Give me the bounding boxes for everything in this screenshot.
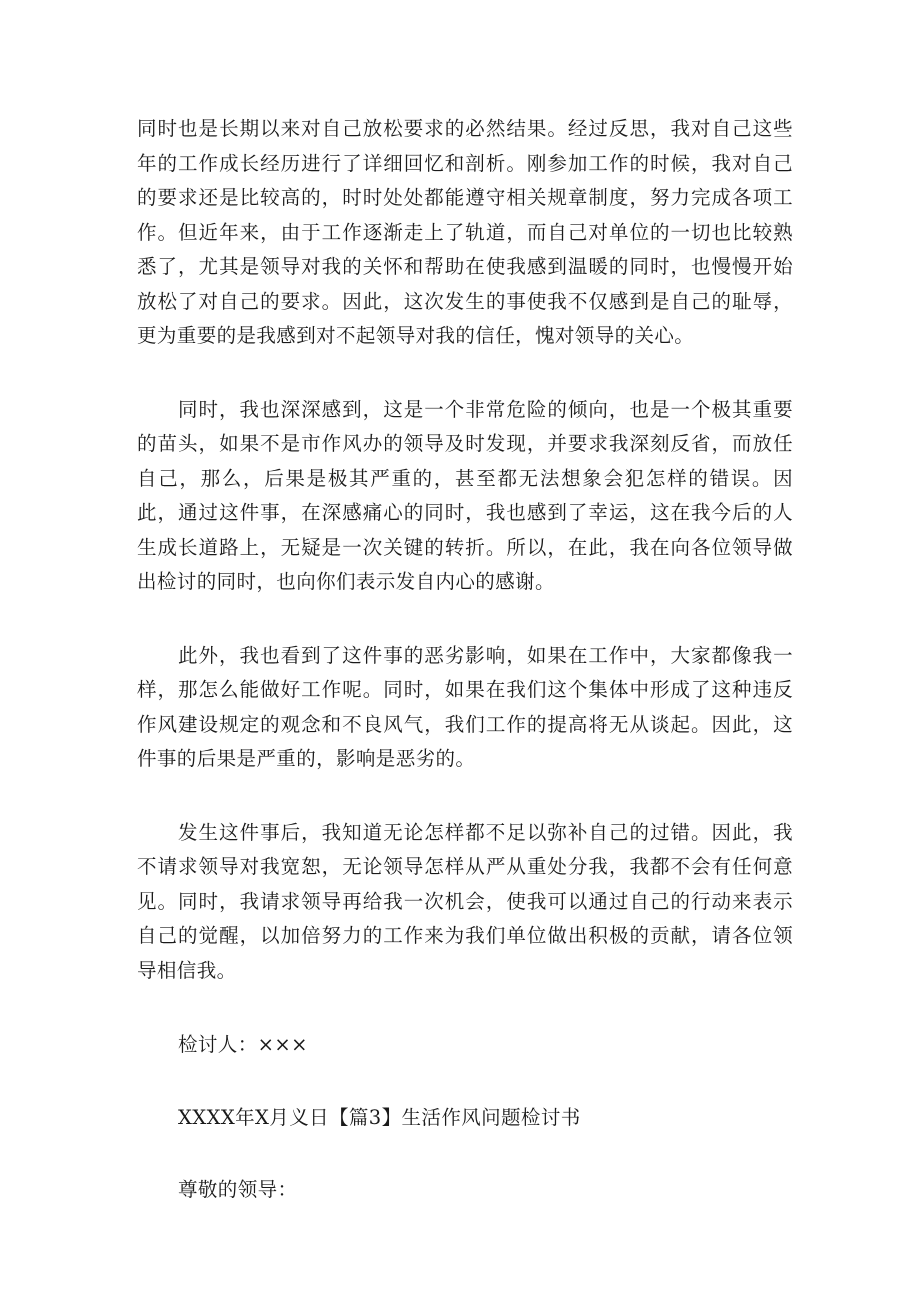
- paragraph-danger-reflection: 同时，我也深深感到，这是一个非常危险的倾向，也是一个极其重要的苗头，如果不是市作风办的领导及时发现，并要求我深刻反省，而放任自己，那么，后果是极其严重的，甚至都无法想象会犯怎样的错误。因此，通过这件事，在深感痛心的同时，我也感到了幸运，这在我今后的人生成长道路上，无疑是一次关键的转折。所以，在此，我在向各位领导做出检讨的同时，也向你们表示发自内心的感谢。: [137, 397, 793, 593]
- document-body: [137, 112, 793, 1246]
- date-and-section-heading: XXXX年X月义日【篇3】生活作风问题检讨书: [178, 1105, 581, 1129]
- signature-line: 检讨人：×××: [178, 1033, 308, 1056]
- paragraph-request: 发生这件事后，我知道无论怎样都不足以弥补自己的过错。因此，我不请求领导对我宽恕，无论领导怎样从严从重处分我，我都不会有任何意见。同时，我请求领导再给我一次机会，使我可以通过自己的行动来表示自己的觉醒，以加倍努力的工作来为我们单位做出积极的贡献，请各位领导相信我。: [137, 820, 793, 982]
- paragraph-negative-impact: 此外，我也看到了这件事的恶劣影响，如果在工作中，大家都像我一样，那怎么能做好工作呢。同时，如果在我们这个集体中形成了这种违反作风建设规定的观念和不良风气，我们工作的提高将无从谈起。因此，这件事的后果是严重的，影响是恶劣的。: [137, 643, 793, 770]
- paragraph-continuation: 同时也是长期以来对自己放松要求的必然结果。经过反思，我对自己这些年的工作成长经历进行了详细回忆和剖析。刚参加工作的时候，我对自己的要求还是比较高的，时时处处都能遵守相关规章制度，努力完成各项工作。但近年来，由于工作逐渐走上了轨道，而自己对单位的一切也比较熟悉了，尤其是领导对我的关怀和帮助在使我感到温暖的同时，也慢慢开始放松了对自己的要求。因此，这次发生的事使我不仅感到是自己的耻辱，更为重要的是我感到对不起领导对我的信任，愧对领导的关心。: [137, 117, 793, 347]
- salutation: 尊敬的领导：: [178, 1178, 298, 1201]
